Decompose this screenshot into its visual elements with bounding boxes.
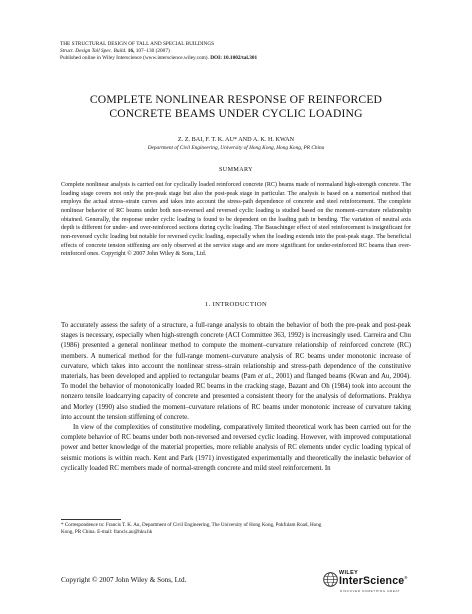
title-line: CONCRETE BEAMS UNDER CYCLIC LOADING xyxy=(109,107,363,120)
authors: Z. Z. BAI, F. T. K. AU* AND A. K. H. KWAN xyxy=(177,136,295,143)
footnote-rule xyxy=(61,519,121,520)
wiley-interscience-logo xyxy=(322,570,414,598)
logo-tagline: DISCOVER SOMETHING GREAT xyxy=(340,589,401,593)
journal-pages-year: 107–130 (2007) xyxy=(135,48,170,54)
footnote-line: Kong, PR China. E-mail: francis.au@hku.hk xyxy=(61,529,153,535)
registered-mark: ® xyxy=(404,575,408,580)
logo-main-word: InterScience xyxy=(339,575,405,587)
copyright-footer: Copyright © 2007 John Wiley & Sons, Ltd. xyxy=(61,576,187,584)
paper-title xyxy=(0,93,472,121)
affiliation: Department of Civil Engineering, University of Hong Kong, Hong Kong, PR China xyxy=(147,145,325,151)
title-line: COMPLETE NONLINEAR RESPONSE OF REINFORCED xyxy=(89,93,383,106)
abstract: Complete nonlinear analysis is carried out for cyclically loaded reinforced concrete (RC) beams made of normaland high-strength concrete. The loading stage covers not only the pre-peak stage but also the post-peak stage in particular. The analysis is based on a numerical method that employs the actual stress–strain curves and takes into account the stress-path dependence of concrete and steel reinforcement. The complete nonlinear behavior of RC beams under both non-reversed and reversed cyclic loading is studied based on the moment–curvature relationship obtained. Generally, the response under cyclic loading is found to be dependent on the loading path in bending. The variation of neutral axis depth is different for under- and over-reinforced sections during cyclic loading. The Bauschinger effect of steel reinforcement is insignificant for non-reversed cyclic loading but notable for reversed cyclic loading, especially when the loading extends into the post-peak stage. The beneficial effects of concrete tension stiffening are only observed at the service stage and are more significant for under-reinforced RC beams than over-reinforced ones. Copyright © 2007 John Wiley & Sons, Ltd. xyxy=(61,182,411,258)
journal-header xyxy=(60,41,420,62)
journal-doi: DOI: 10.1002/tal.301 xyxy=(210,55,258,61)
journal-volume: 16, xyxy=(127,48,135,54)
journal-abbrev: Struct. Design Tall Spec. Build. xyxy=(60,48,127,54)
logo-wiley-text: WILEY xyxy=(339,570,359,576)
etal-text: et al. xyxy=(257,373,273,381)
journal-online xyxy=(60,55,420,62)
globe-icon xyxy=(323,572,338,587)
introduction-body xyxy=(61,321,411,474)
journal-online-text: Published online in Wiley Interscience (www.interscience.wiley.com). xyxy=(60,55,209,61)
paragraph-text: 2001) and flanged beams (Kwan and Au, 2004). To model the behavior of monotonically loaded RC beams in the cracking stage, Bazant and Oh (1984) took into account the nonzero tensile loadcarrying capacity of concrete and presented a consistent theory for the analysis of deformations. Prakhya and Morley (1990) also studied the moment–curvature relations of RC beams under monotonic increase of curvature taking into account the tension stiffening of concrete. xyxy=(61,373,411,421)
summary-heading: SUMMARY xyxy=(219,167,253,173)
paragraph xyxy=(61,423,411,474)
journal-name: THE STRUCTURAL DESIGN OF TALL AND SPECIAL BUILDINGS xyxy=(60,41,215,47)
footnote-line: * Correspondence to: Francis T. K. Au, Department of Civil Engineering, The University of Hong Kong, Pokfulam Road, Hong xyxy=(61,522,322,528)
paragraph-text: In view of the complexities of constitutive modeling, comparatively limited theoretical work has been carried out for the complete behavior of RC beams under both non-reversed and reversed cyclic loading. However, with improved computational power and better knowledge of the material properties, more reliable analysis of RC elements under cyclic loading typical of seismic motions is within reach. Kent and Park (1971) investigated experimentally and theoretically the inelastic behavior of cyclically loaded RC members made of normal-strength concrete and mild steel reinforcement. In xyxy=(61,424,411,472)
correspondence-footnote xyxy=(61,522,411,536)
section-heading-introduction: 1. INTRODUCTION xyxy=(204,301,268,308)
journal-citation xyxy=(60,48,420,55)
paragraph-text: To accurately assess the safety of a structure, a full-range analysis to obtain the behavior of both the pre-peak and post-peak stages is necessary, especially when high-strength concrete (ACI Committee 363, 1992) is increasingly used. Carreira and Chu (1986) presented a general nonlinear method to compute the moment–curvature relationship of reinforced concrete (RC) members. A numerical method for the full-range moment–curvature analysis of RC beams under monotonic increase of curvature, which takes into account the nonlinear stress–strain relationship and stress-path dependence of the constitutive materials, has been developed and applied to rectangular beams (Pam xyxy=(61,322,411,381)
logo-interscience-text xyxy=(339,575,408,587)
paragraph-text: , xyxy=(272,373,274,381)
paragraph xyxy=(61,321,411,423)
